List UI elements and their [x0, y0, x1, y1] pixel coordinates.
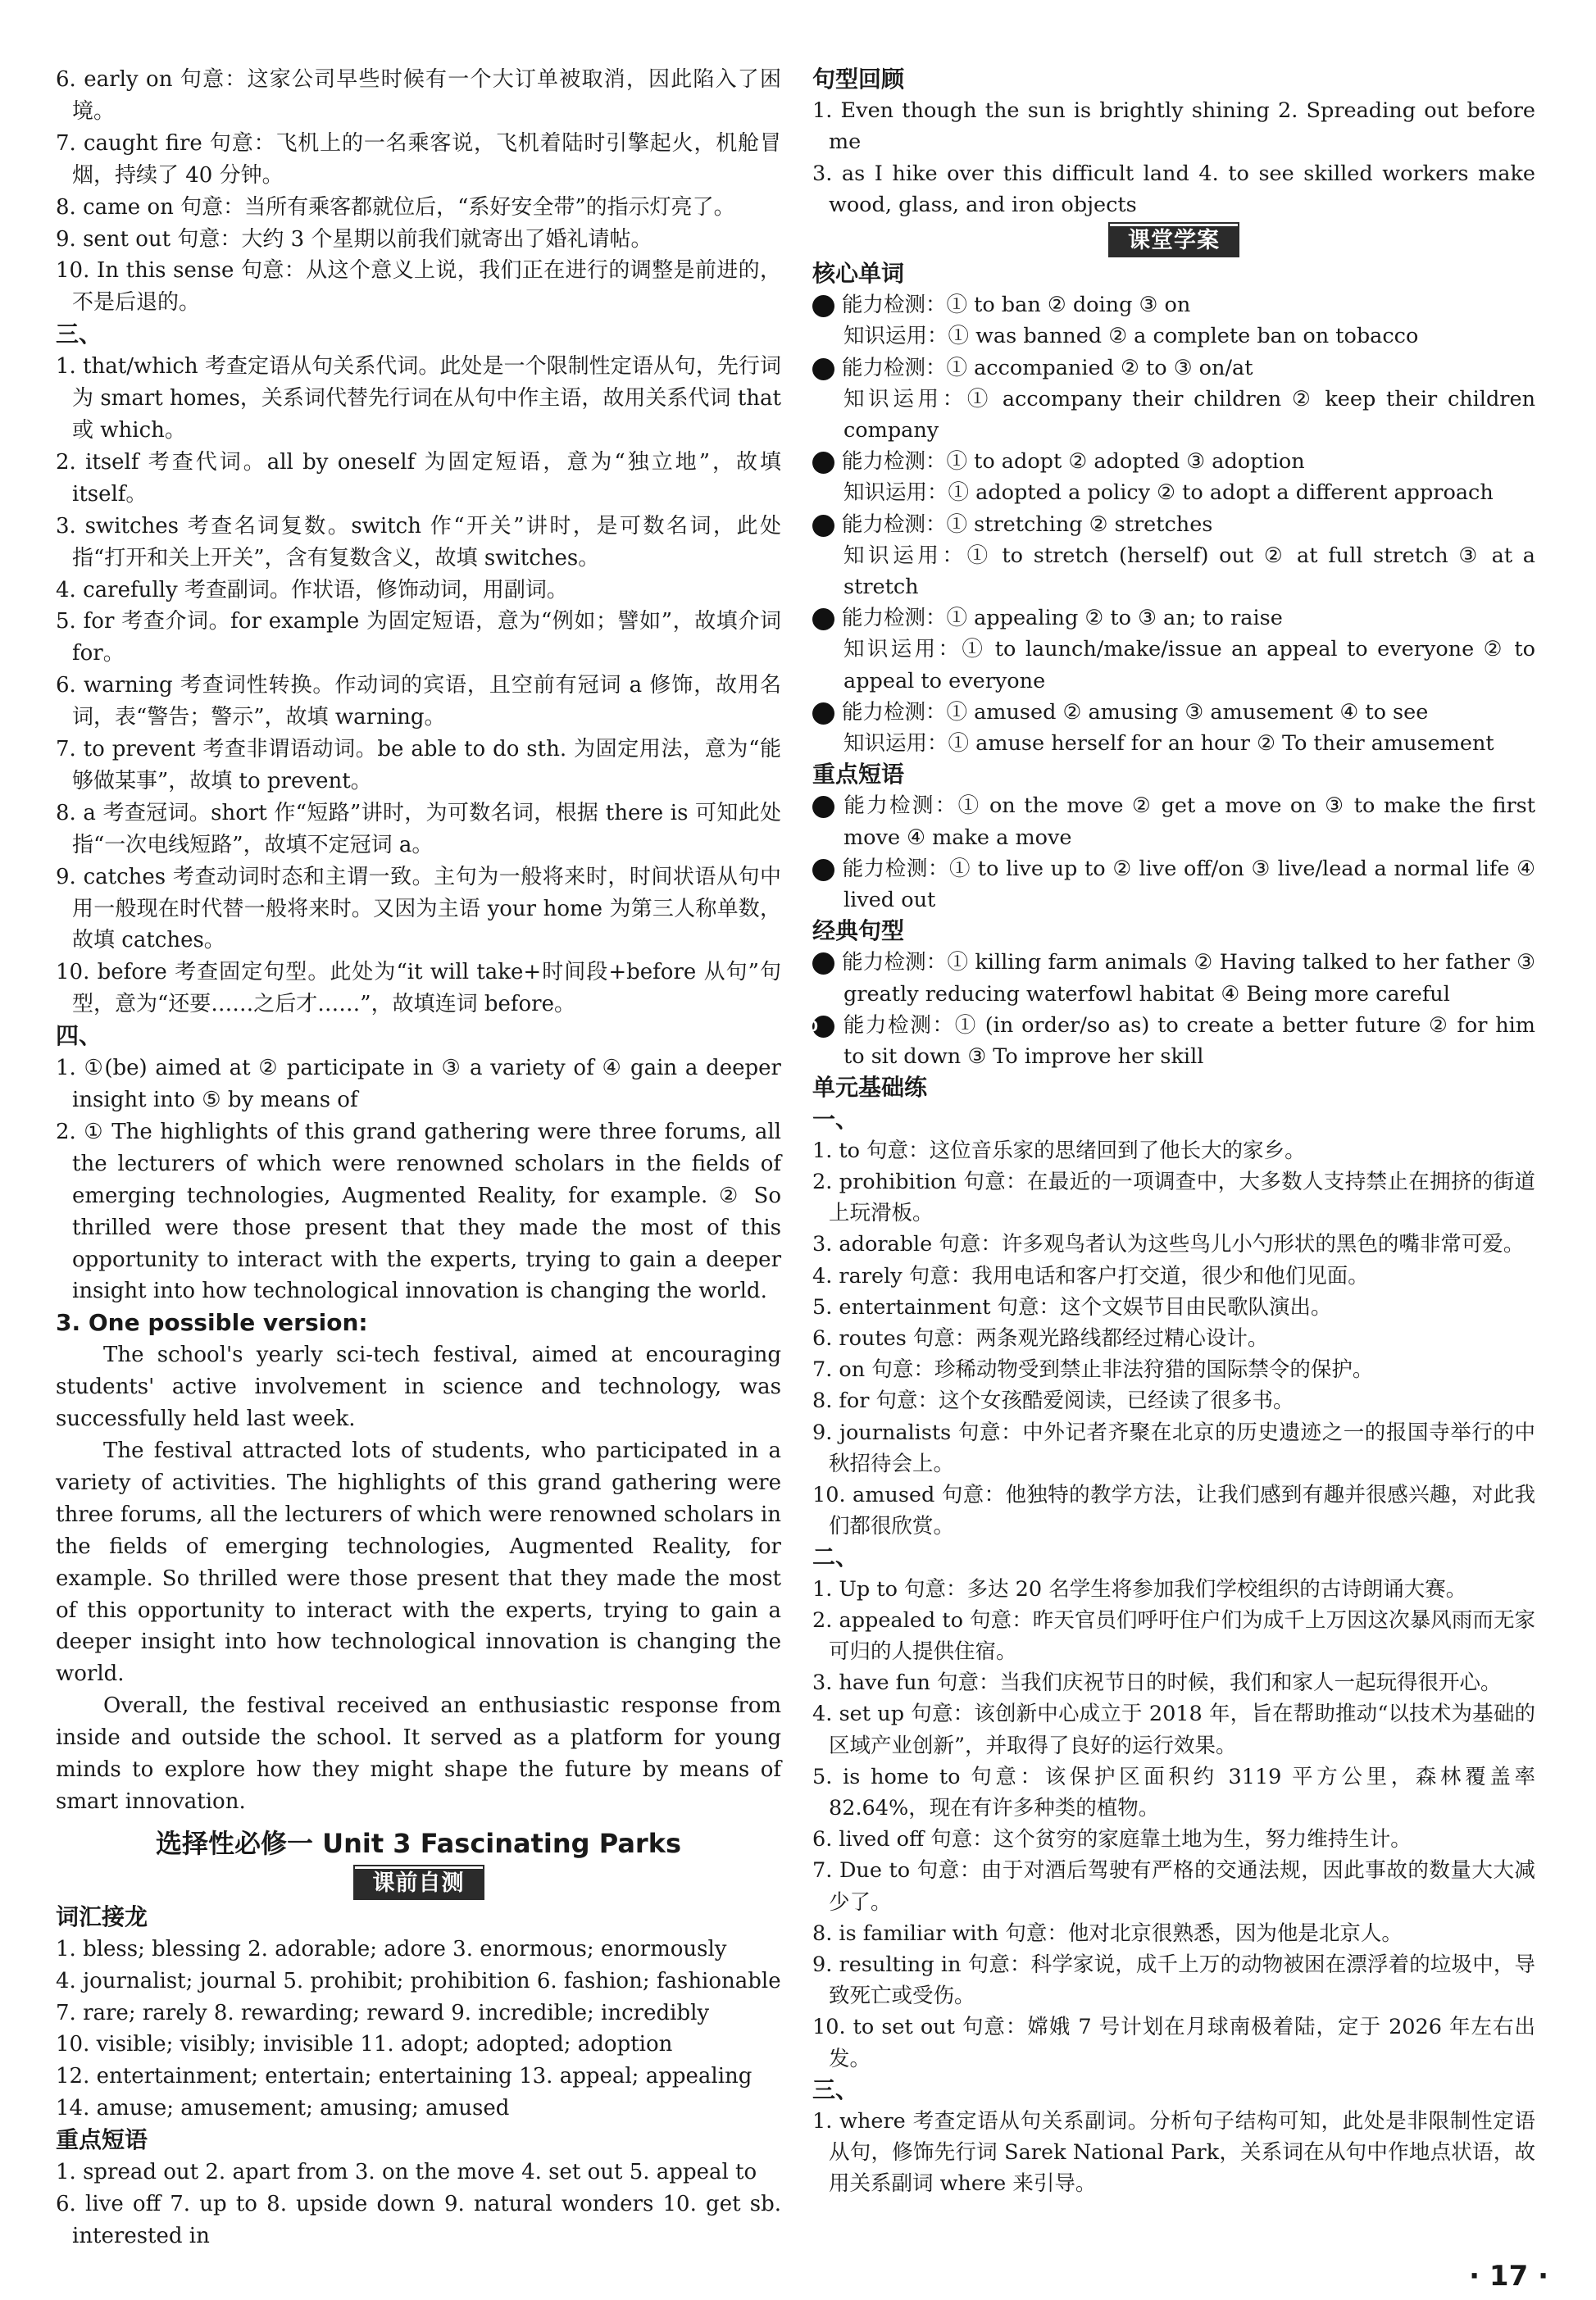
number-badge: 1	[812, 295, 834, 317]
exercise-text: 能力检测：① on the move ② get a move on ③ to make the first move ④ make a move	[842, 793, 1535, 850]
exercise-block	[803, 697, 1535, 759]
number-badge: 5	[812, 608, 834, 630]
exercise-line	[812, 634, 1535, 696]
answer-item: 8. came on 句意：当所有乘客都就位后，“系好安全带”的指示灯亮了。	[56, 194, 735, 220]
exercise-text: 知识运用：① to stretch (herself) out ② at full stretch ③ at a stretch	[843, 543, 1535, 600]
answer-item: 10. to set out 句意：嫦娥 7 号计划在月球南极着陆，定于 2026 年左右出发。	[812, 2015, 1535, 2071]
answer-item: 2. prohibition 句意：在最近的一项调查中，大多数人支持禁止在拥挤的街道上玩滑板。	[812, 1169, 1535, 1226]
page-number: · 17 ·	[1469, 2260, 1548, 2293]
paragraph: The festival attracted lots of students, who participated in a variety of activities. The highlights of this grand gathering were three forums, all the lecturers of which were renowned scholars in the fields of emerging technologies, Augmented Reality, for example. So thrilled were those present that they made the most of this opportunity to interact with the experts, trying to gain a deeper insight into how technological innovation is changing the world.	[56, 1438, 781, 1687]
answer-item: 7. to prevent 考查非谓语动词。be able to do sth. 为固定用法，意为“能够做某事”，故填 to prevent。	[56, 737, 781, 793]
exercise-text: 知识运用：① accompany their children ② keep their children company	[843, 386, 1535, 443]
section-heading: 单元基础练	[812, 1074, 928, 1102]
answer-item: 12. entertainment; entertain; entertaining 13. appeal; appealing	[56, 2064, 753, 2089]
section-heading: 四、	[56, 1022, 102, 1050]
answer-item: 4. carefully 考查副词。作状语，修饰动词，用副词。	[56, 577, 568, 602]
section-heading: 三、	[812, 2075, 859, 2103]
answer-item: 9. journalists 句意：中外记者齐聚在北京的历史遗迹之一的报国寺举行的中秋招待会上。	[812, 1420, 1535, 1476]
exercise-line	[797, 1010, 1535, 1072]
answer-item: 6. routes 句意：两条观光路线都经过精心设计。	[812, 1325, 1269, 1351]
section-heading: 经典句型	[812, 917, 905, 945]
section-heading: 三、	[56, 320, 102, 348]
answer-item: 9. resulting in 句意：科学家说，成千上万的动物被困在漂浮着的垃圾中，导致死亡或受伤。	[812, 1952, 1535, 2009]
section-heading: 词汇接龙	[56, 1902, 148, 1930]
section-banner	[56, 1864, 781, 1902]
unit-title: 选择性必修一 Unit 3 Fascinating Parks	[155, 1827, 682, 1859]
exercise-block	[803, 509, 1535, 603]
number-badge: 6	[812, 702, 834, 725]
answer-item: 3. as I hike over this difficult land 4. to see skilled workers make wood, glass, and iron objects	[812, 161, 1535, 217]
exercise-line	[803, 509, 1535, 540]
exercise-line	[803, 602, 1535, 634]
exercise-block	[803, 853, 1535, 916]
answer-item: 4. set up 句意：该创新中心成立于 2018 年，旨在帮助推动“以技术为基础的区域产业创新”，并取得了良好的运行效果。	[812, 1702, 1535, 1758]
exercise-block	[803, 289, 1535, 352]
paragraph: The school's yearly sci-tech festival, aimed at encouraging students' active involvement in science and technology, was successfully held last week.	[56, 1343, 781, 1432]
answer-item: 6. live off 7. up to 8. upside down 9. natural wonders 10. get sb. interested in	[56, 2192, 781, 2248]
exercise-text: 能力检测：① to live up to ② live off/on ③ live/lead a normal life ④ lived out	[842, 856, 1535, 913]
answer-item: 4. journalist; journal 5. prohibit; prohibition 6. fashion; fashionable	[56, 1968, 781, 1993]
answer-item: 1. where 考查定语从句关系副词。分析句子结构可知，此处是非限制性定语从句，修饰先行词 Sarek National Park，关系词在从句中作地点状语，故用关系副词 where 来引导。	[812, 2109, 1535, 2197]
number-badge: 9	[812, 952, 834, 975]
answer-item: 3. switches 考查名词复数。switch 作“开关”讲时，是可数名词，此处指“打开和关上开关”，含有复数含义，故填 switches。	[56, 513, 781, 570]
answer-item: 7. rare; rarely 8. rewarding; reward 9. incredible; incredibly	[56, 2000, 710, 2025]
section-heading: 一、	[812, 1105, 859, 1133]
answer-item: 2. ① The highlights of this grand gathering were three forums, all the lecturers of which were renowned scholars in the fields of emerging technologies, Augmented Reality, for example. ② So thrilled were those present that they made the most of this opportunity to interact with the experts, trying to gain a deeper insight into how technological innovation is changing the world.	[56, 1119, 781, 1304]
exercise-text: 知识运用：① adopted a policy ② to adopt a different approach	[843, 480, 1494, 506]
answer-item: 1. that/which 考查定语从句关系代词。此处是一个限制性定语从句，先行词为 smart homes，关系词代替先行词在从句中作主语，故用关系代词 that 或 which。	[56, 354, 781, 443]
answer-item: 2. itself 考查代词。all by oneself 为固定短语，意为“独立地”，故填 itself。	[56, 449, 781, 507]
exercise-line	[803, 697, 1535, 728]
exercise-text: 能力检测：① (in order/so as) to create a better future ② for him to sit down ③ To improve her skill	[842, 1012, 1535, 1070]
answer-item: 3. have fun 句意：当我们庆祝节日的时候，我们和家人一起玩得很开心。	[812, 1670, 1502, 1696]
answer-item: 1. bless; blessing 2. adorable; adore 3. enormous; enormously	[56, 1936, 727, 1961]
answer-item: 2. appealed to 句意：昨天官员们呼吁住户们为成千上万因这次暴风雨而无家可归的人提供住宿。	[812, 1607, 1535, 1664]
exercise-line	[803, 947, 1535, 1009]
answer-item: 4. rarely 句意：我用电话和客户打交道，很少和他们见面。	[812, 1263, 1369, 1289]
number-badge: 10	[812, 1016, 834, 1038]
exercise-block	[797, 1010, 1535, 1072]
answer-item: 5. is home to 句意：该保护区面积约 3119 平方公里，森林覆盖率 82.64%，现在有许多种类的植物。	[812, 1764, 1535, 1820]
exercise-line	[803, 853, 1535, 916]
section-banner-label: 课前自测	[355, 1866, 483, 1898]
exercise-block	[803, 352, 1535, 447]
answer-item: 9. catches 考查动词时态和主谓一致。主句为一般将来时，时间状语从句中用一般现在时代替一般将来时。又因为主语 your home 为第三人称单数，故填 catches。	[56, 864, 781, 953]
version-heading: 3. One possible version:	[56, 1309, 368, 1337]
section-heading: 句型回顾	[812, 66, 905, 93]
exercise-text: 能力检测：① amused ② amusing ③ amusement ④ to see	[842, 699, 1429, 725]
answer-item: 10. amused 句意：他独特的教学方法，让我们感到有趣并很感兴趣，对此我们都很欣赏。	[812, 1482, 1535, 1539]
exercise-text: 能力检测：① accompanied ② to ③ on/at	[842, 355, 1253, 380]
number-badge: 2	[812, 358, 834, 380]
exercise-line	[812, 540, 1535, 602]
exercise-block	[803, 947, 1535, 1009]
exercise-line	[812, 320, 1535, 352]
exercise-text: 知识运用：① amuse herself for an hour ② To their amusement	[843, 731, 1494, 757]
answer-item: 7. on 句意：珍稀动物受到禁止非法狩猎的国际禁令的保护。	[812, 1357, 1374, 1383]
section-heading: 重点短语	[812, 761, 905, 789]
answer-item: 10. before 考查固定句型。此处为“it will take+时间段+before 从句”句型，意为“还要……之后才……”，故填连词 before。	[56, 960, 781, 1017]
answer-item: 8. is familiar with 句意：他对北京很熟悉，因为他是北京人。	[812, 1920, 1403, 1946]
exercise-line	[803, 289, 1535, 320]
exercise-line	[812, 477, 1535, 508]
answer-item: 6. lived off 句意：这个贫穷的家庭靠土地为生，努力维持生计。	[812, 1827, 1412, 1852]
paragraph: Overall, the festival received an enthusiastic response from inside and outside the school. It served as a platform for young minds to explore how they might shape the future by means of smart innovation.	[56, 1693, 781, 1814]
answer-item: 14. amuse; amusement; amusing; amused	[56, 2096, 510, 2121]
section-banner	[812, 220, 1535, 258]
answer-item: 5. entertainment 句意：这个文娱节目由民歌队演出。	[812, 1294, 1332, 1320]
answer-item: 6. warning 考查词性转换。作动词的宾语，且空前有冠词 a 修饰，故用名词，表“警告；警示”，故填 warning。	[56, 673, 781, 730]
exercise-line	[803, 790, 1535, 852]
left-column	[56, 64, 781, 2252]
section-heading: 二、	[812, 1543, 859, 1571]
section-heading: 重点短语	[56, 2126, 148, 2154]
number-badge: 8	[812, 859, 834, 881]
answer-item: 6. early on 句意：这家公司早些时候有一个大订单被取消，因此陷入了困境。	[56, 67, 781, 124]
answer-item: 9. sent out 句意：大约 3 个星期以前我们就寄出了婚礼请帖。	[56, 226, 652, 252]
number-badge: 4	[812, 515, 834, 537]
answer-item: 5. for 考查介词。for example 为固定短语，意为“例如；譬如”，故填介词 for。	[56, 609, 781, 666]
exercise-block	[803, 602, 1535, 697]
answer-item: 3. adorable 句意：许多观鸟者认为这些鸟儿小勺形状的黑色的嘴非常可爱。	[812, 1232, 1525, 1257]
exercise-line	[803, 352, 1535, 384]
exercise-text: 能力检测：① to adopt ② adopted ③ adoption	[842, 449, 1305, 475]
exercise-text: 能力检测：① killing farm animals ② Having talked to her father ③ greatly reducing waterfowl habitat ④ Being more careful	[842, 950, 1535, 1007]
exercise-line	[812, 384, 1535, 446]
exercise-text: 能力检测：① to ban ② doing ③ on	[842, 293, 1191, 318]
answer-item: 1. ①(be) aimed at ② participate in ③ a variety of ④ gain a deeper insight into ⑤ by means of	[56, 1056, 781, 1112]
answer-item: 8. a 考查冠词。short 作“短路”讲时，为可数名词，根据 there is 可知此处指“一次电线短路”，故填不定冠词 a。	[56, 800, 781, 857]
section-heading: 核心单词	[812, 260, 905, 288]
right-column	[797, 64, 1535, 2200]
exercise-block	[803, 790, 1535, 852]
answer-item: 10. visible; visibly; invisible 11. adopt; adopted; adoption	[56, 2032, 673, 2057]
answer-item: 7. Due to 句意：由于对酒后驾驶有严格的交通法规，因此事故的数量大大减少了。	[812, 1858, 1535, 1915]
exercise-line	[803, 446, 1535, 477]
exercise-text: 知识运用：① was banned ② a complete ban on tobacco	[843, 324, 1419, 349]
answer-item: 10. In this sense 句意：从这个意义上说，我们正在进行的调整是前进的，不是后退的。	[56, 258, 781, 316]
answer-item: 1. Even though the sun is brightly shining 2. Spreading out before me	[812, 98, 1535, 155]
section-banner-label: 课堂学案	[1110, 224, 1238, 256]
exercise-text: 能力检测：① stretching ② stretches	[842, 511, 1213, 537]
number-badge: 7	[812, 796, 834, 818]
exercise-block	[803, 446, 1535, 508]
number-badge: 3	[812, 452, 834, 474]
exercise-line	[812, 728, 1535, 759]
answer-item: 1. spread out 2. apart from 3. on the move 4. set out 5. appeal to	[56, 2160, 757, 2185]
exercise-text: 能力检测：① appealing ② to ③ an; to raise	[842, 606, 1283, 631]
answer-item: 7. caught fire 句意：飞机上的一名乘客说，飞机着陆时引擎起火，机舱冒烟，持续了 40 分钟。	[56, 130, 781, 188]
answer-item: 1. Up to 句意：多达 20 名学生将参加我们学校组织的古诗朗诵大赛。	[812, 1576, 1467, 1602]
answer-item: 8. for 句意：这个女孩酷爱阅读，已经读了很多书。	[812, 1389, 1294, 1414]
answer-item: 1. to 句意：这位音乐家的思绪回到了他长大的家乡。	[812, 1138, 1306, 1163]
exercise-text: 知识运用：① to launch/make/issue an appeal to everyone ② to appeal to everyone	[843, 637, 1535, 693]
